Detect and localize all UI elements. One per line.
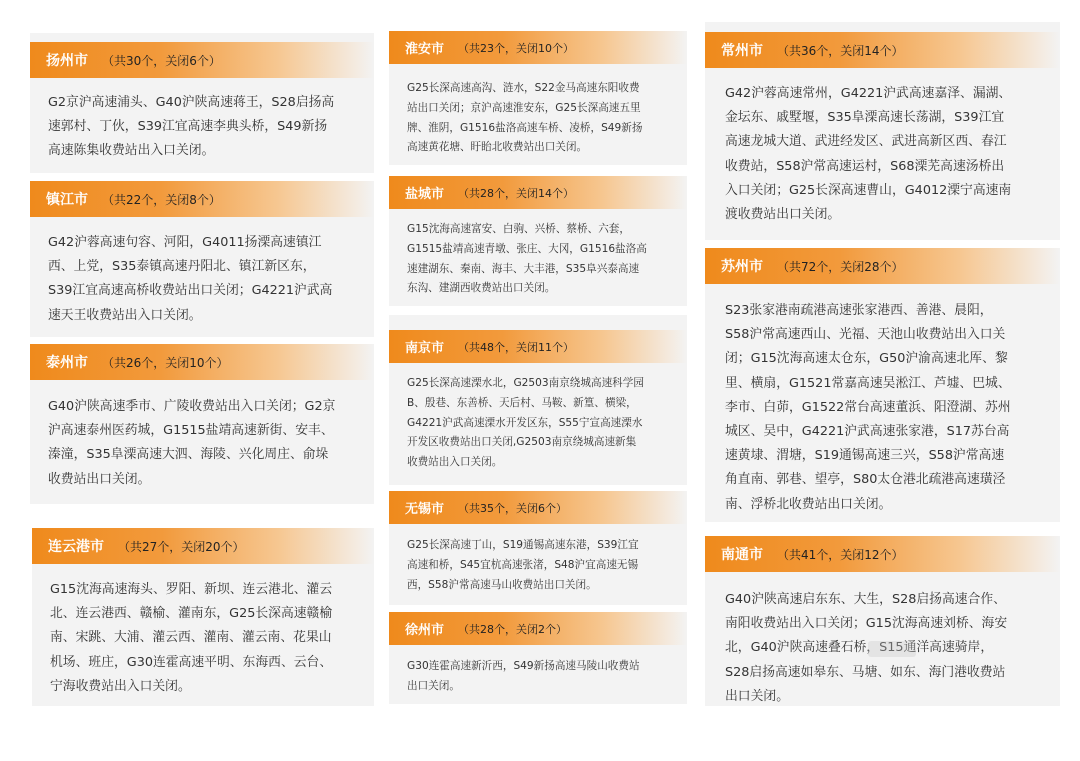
city-header — [705, 32, 1060, 68]
city-header — [389, 330, 687, 363]
city-name: 镇江市 — [46, 192, 88, 208]
city-name: 连云港市 — [48, 539, 104, 555]
city-card-huaian — [389, 31, 687, 165]
city-name: 盐城市 — [405, 187, 445, 202]
closure-text: G40沪陕高速启东东、大生，S28启扬高速合作、 南阳收费站出入口关闭；G15沈海高速刘桥、海安 北，G40沪陕高速叠石桥，S15通洋高速骑岸， S28启扬高速如皋东、马塘、如东、海门港收费站 出口关闭。 — [725, 592, 1008, 704]
city-name: 无锡市 — [405, 502, 445, 517]
city-count: （共22个，关闭8个） — [102, 192, 221, 207]
city-header — [32, 528, 374, 564]
city-card-wuxi — [389, 491, 687, 605]
city-name: 泰州市 — [46, 355, 88, 371]
city-card-xuzhou — [389, 612, 687, 704]
city-count: （共23个，关闭10个） — [458, 41, 575, 55]
city-header — [389, 612, 687, 645]
city-count: （共35个，关闭6个） — [458, 501, 568, 515]
city-count: （共48个，关闭11个） — [458, 340, 575, 354]
city-card-changzhou — [705, 22, 1060, 240]
city-card-zhenjiang — [30, 181, 374, 337]
city-header — [30, 344, 374, 380]
city-count: （共30个，关闭6个） — [102, 53, 221, 68]
closure-text: G25长深高速溧水北，G2503南京绕城高速科学园 B、殷巷、东善桥、天后村、马鞍、新篁、横梁， G4221沪武高速溧水开发区东，S55宁宣高速溧水 开发区收费站出口关闭,G2503南京绕城高速新集 收费站出入口关闭。 — [407, 377, 644, 469]
closure-text: G40沪陕高速季市、广陵收费站出入口关闭；G2京 沪高速泰州医药城，G1515盐靖高速新街、安丰、 溱潼，S35阜溧高速大泗、海陵、兴化周庄、俞垛 收费站出口关闭。 — [48, 399, 336, 487]
city-name: 南京市 — [405, 341, 445, 356]
closure-text: G2京沪高速浦头、G40沪陕高速蒋王，S28启扬高 速郭村、丁伙，S39江宜高速李典头桥，S49新扬 高速陈集收费站出入口关闭。 — [48, 95, 335, 159]
city-card-nantong — [705, 536, 1060, 706]
city-name: 南通市 — [721, 547, 763, 563]
city-count: （共41个，关闭12个） — [777, 547, 904, 562]
closure-text: G42沪蓉高速常州，G4221沪武高速嘉泽、漏湖、 金坛东、戚墅堰，S35阜溧高速长荡湖，S39江宜 高速龙城大道、武进经发区、武进高新区西、春江 收费站，S58沪常高速运村，S68溧芜高速汤桥出 入口关闭；G25长深高速曹山，G4012溧宁高速南 渡收费站出口关闭。 — [725, 86, 1012, 223]
city-card-suzhou — [705, 248, 1060, 522]
city-card-lianyungang — [32, 528, 374, 706]
city-header — [30, 42, 374, 78]
closure-text: G15沈海高速海头、罗阳、新坝、连云港北、灌云 北、连云港西、赣榆、灌南东，G25长深高速赣榆 南、宋跳、大浦、灌云西、灌南、灌云南、花果山 机场、班庄，G30连霍高速平明、东海西、云台、 宁海收费站出入口关闭。 — [50, 582, 333, 694]
closure-text: S23张家港南疏港高速张家港西、善港、晨阳， S58沪常高速西山、光福、天池山收费站出入口关 闭；G15沈海高速太仓东，G50沪渝高速北厍、黎 里、横扇，G1521常嘉高速吴淞江、芦墟、巴城、 李市、白茆，G1522常台高速董浜、阳澄湖、苏州 城区、吴中，G4221沪武高速张家港，S17苏台高 速黄埭、渭塘，S19通锡高速三兴，S58沪常高速 角直南、郭巷、望亭，S80太仓港北疏港高速璜泾 南、浮桥北收费站出口关闭。 — [725, 303, 1011, 512]
city-header — [705, 248, 1060, 284]
city-card-yangzhou — [30, 33, 374, 173]
city-name: 徐州市 — [405, 623, 445, 638]
city-count: （共72个，关闭28个） — [777, 259, 904, 274]
closure-text: G42沪蓉高速句容、河阳，G4011扬溧高速镇江 西、上党，S35泰镇高速丹阳北、镇江新区东， S39江宜高速高桥收费站出口关闭；G4221沪武高 速天王收费站出入口关闭。 — [48, 235, 333, 323]
closure-text: G25长深高速丁山，S19通锡高速东港，S39江宜 高速和桥，S45宜杭高速张渚，S48沪宜高速无锡 西，S58沪常高速马山收费站出口关闭。 — [407, 539, 639, 591]
city-card-taizhou — [30, 344, 374, 504]
closure-text: G25长深高速高沟、涟水，S22金马高速东阳收费 站出口关闭；京沪高速淮安东，G25长深高速五里 牌、淮阴，G1516盐洛高速车桥、凌桥，S49新扬 高速黄花塘、盱眙北收费站出口关闭。 — [407, 82, 643, 154]
closure-text: G15沈海高速富安、白驹、兴桥、蔡桥、六套， G1515盐靖高速青墩、张庄、大冈，G1516盐洛高 速建湖东、秦南、海丰、大丰港，S35阜兴泰高速 东沟、建湖西收费站出口关闭。 — [407, 223, 647, 295]
city-name: 扬州市 — [46, 53, 88, 69]
city-count: （共27个，关闭20个） — [118, 539, 245, 554]
city-count: （共36个，关闭14个） — [777, 43, 904, 58]
city-header — [389, 31, 687, 64]
city-name: 苏州市 — [721, 259, 763, 275]
city-name: 淮安市 — [405, 42, 445, 57]
city-count: （共26个，关闭10个） — [102, 355, 229, 370]
city-name: 常州市 — [721, 43, 763, 59]
city-count: （共28个，关闭14个） — [458, 186, 575, 200]
city-card-yancheng — [389, 176, 687, 306]
closure-text: G30连霍高速新沂西，S49新扬高速马陵山收费站 出口关闭。 — [407, 660, 640, 692]
city-count: （共28个，关闭2个） — [458, 622, 568, 636]
city-header — [389, 491, 687, 524]
city-header — [705, 536, 1060, 572]
city-header — [389, 176, 687, 209]
city-header — [30, 181, 374, 217]
city-card-nanjing — [389, 315, 687, 485]
watermark — [868, 641, 916, 657]
